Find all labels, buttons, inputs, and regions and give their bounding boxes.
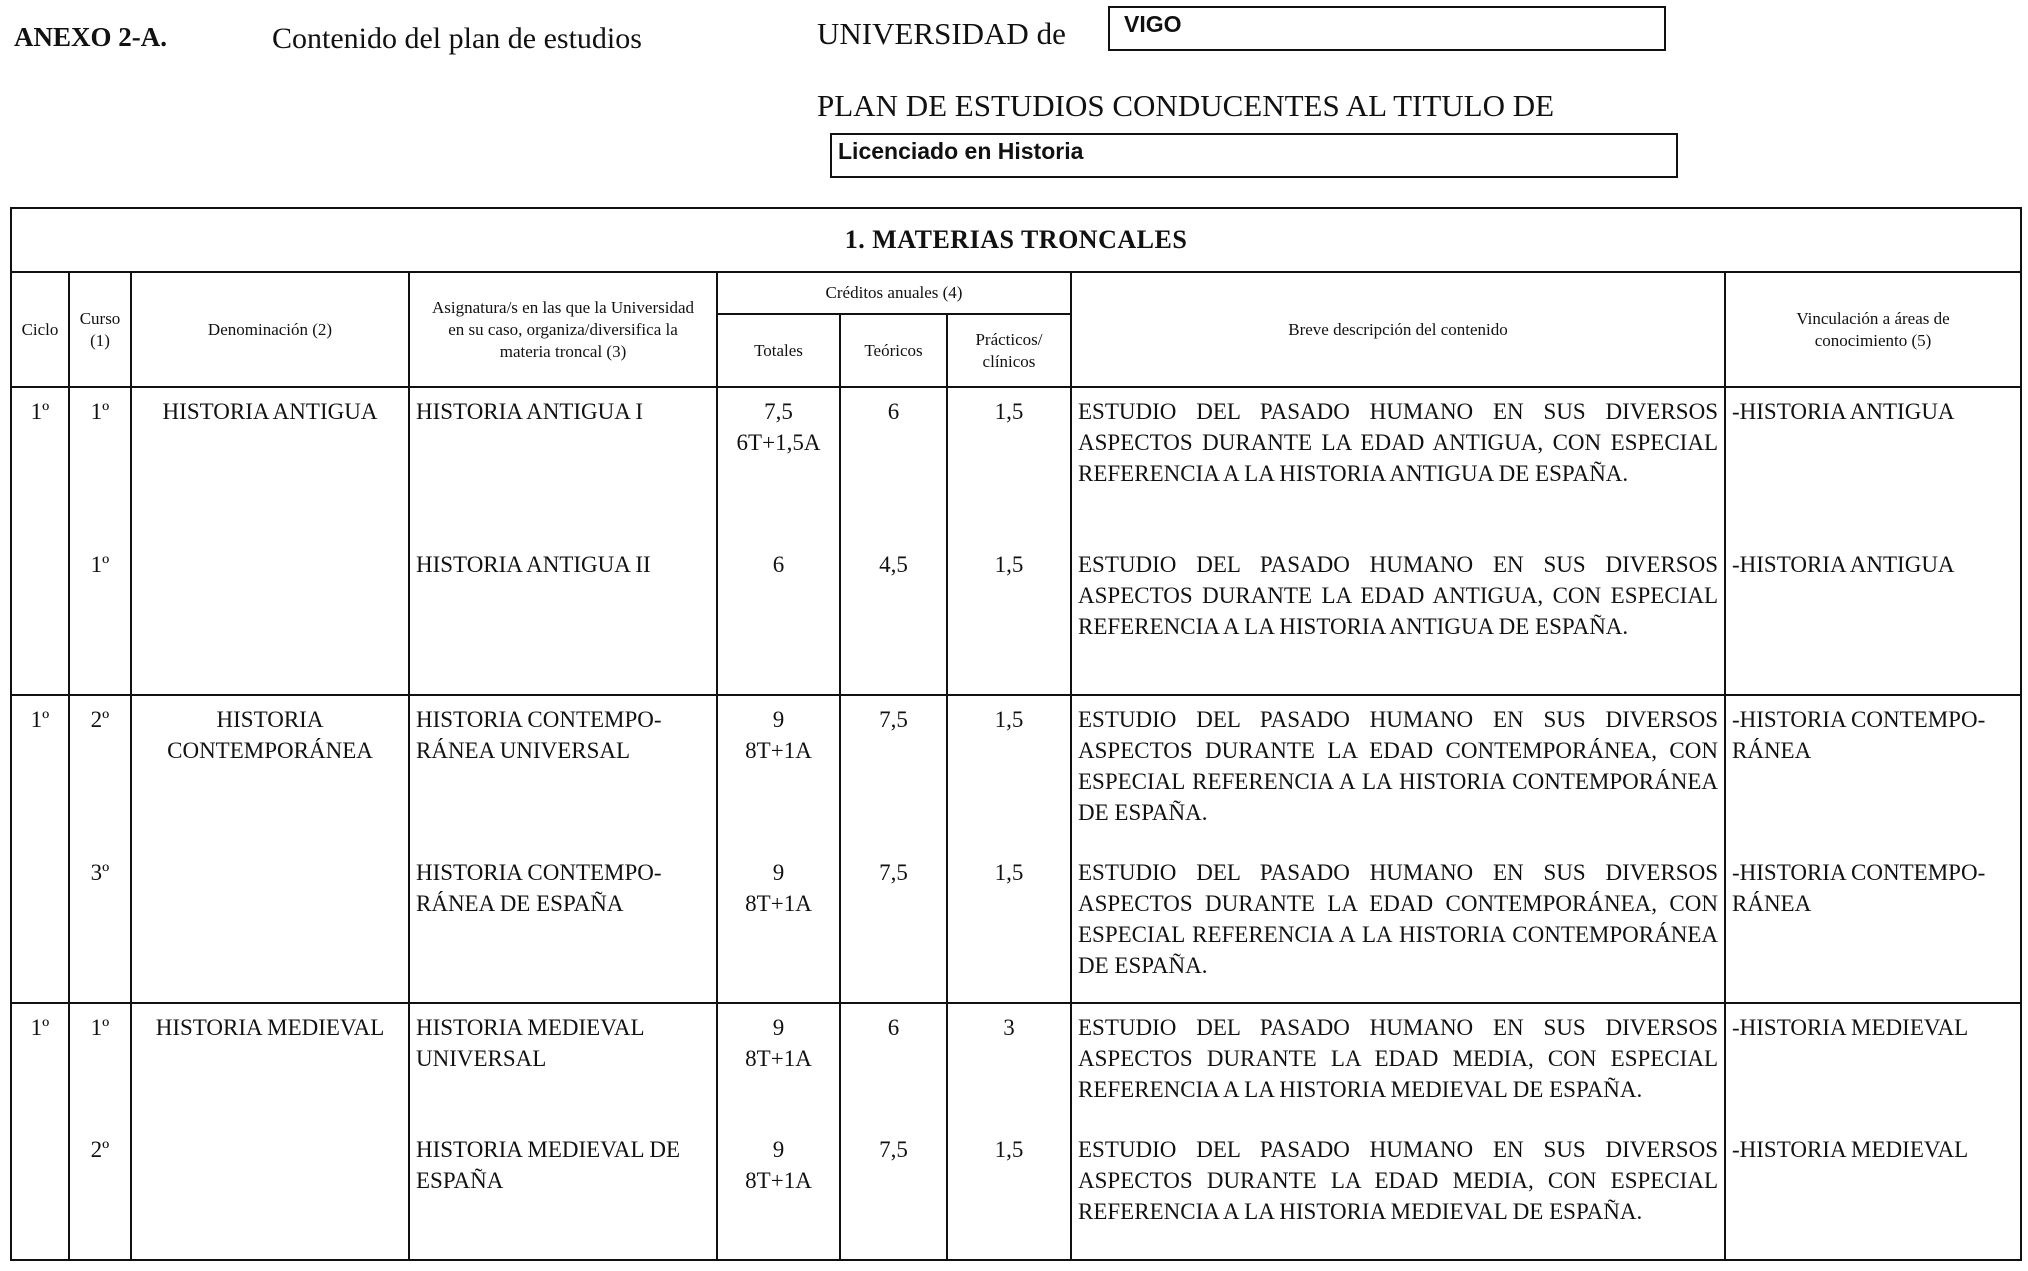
asignatura-cell: HISTORIA CONTEMPO- RÁNEA UNIVERSAL: [416, 707, 662, 763]
table-row: [11, 1003, 2021, 1260]
totales-value: 9: [772, 860, 785, 885]
col-header-practicos: Prácticos/ clínicos: [947, 314, 1071, 387]
asignatura-cell: HISTORIA MEDIEVAL DE ESPAÑA: [416, 1137, 681, 1193]
totales-cell: [718, 696, 839, 849]
col-header-totales: Totales: [717, 314, 840, 387]
annex-label: ANEXO 2-A.: [14, 22, 167, 52]
denominacion-cell: HISTORIA MEDIEVAL: [155, 1015, 385, 1040]
col-header-asignatura: Asignatura/s en las que la Universidad en su caso, organiza/diversifica la materia troncal (3): [409, 272, 717, 387]
vinculacion-cell: -HISTORIA ANTIGUA: [1732, 552, 1955, 577]
curso-cell: 1º: [90, 552, 110, 577]
vinculacion-cell: -HISTORIA CONTEMPO- RÁNEA: [1732, 707, 1986, 763]
practicos-cell: 1,5: [994, 399, 1024, 424]
col-header-creditos: Créditos anuales (4): [717, 272, 1071, 314]
descripcion-cell: ESTUDIO DEL PASADO HUMANO EN SUS DIVERSOS ASPECTOS DURANTE LA EDAD ANTIGUA, CON ESPECIAL REFERENCIA A LA HISTORIA ANTIGUA DE ESPAÑA.: [1078, 552, 1718, 639]
totales-cell: [718, 1126, 839, 1248]
col-header-vinculacion: Vinculación a áreas de conocimiento (5): [1725, 272, 2021, 387]
totales-cell: [718, 849, 839, 1002]
plan-label: PLAN DE ESTUDIOS CONDUCENTES AL TITULO DE: [817, 88, 1555, 123]
curso-cell: 1º: [90, 1015, 110, 1040]
ciclo-cell: 1º: [30, 399, 50, 424]
teoricos-cell: 7,5: [879, 860, 908, 885]
descripcion-cell: ESTUDIO DEL PASADO HUMANO EN SUS DIVERSOS ASPECTOS DURANTE LA EDAD CONTEMPORÁNEA, CON ESPECIAL REFERENCIA A LA HISTORIA CONTEMPORÁNEA DE ESPAÑA.: [1078, 860, 1718, 978]
vinculacion-cell: -HISTORIA CONTEMPO- RÁNEA: [1732, 860, 1986, 916]
descripcion-cell: ESTUDIO DEL PASADO HUMANO EN SUS DIVERSOS ASPECTOS DURANTE LA EDAD MEDIA, CON ESPECIAL REFERENCIA A LA HISTORIA MEDIEVAL DE ESPAÑA.: [1078, 1015, 1718, 1102]
curso-cell: 2º: [90, 707, 110, 732]
totales-cell: [718, 541, 839, 694]
teoricos-cell: 6: [887, 399, 900, 424]
col-header-teoricos: Teóricos: [840, 314, 947, 387]
totales-value: 9: [772, 707, 785, 732]
totales-value: 9: [772, 1015, 785, 1040]
university-field: VIGO: [1108, 6, 1666, 51]
descripcion-cell: ESTUDIO DEL PASADO HUMANO EN SUS DIVERSOS ASPECTOS DURANTE LA EDAD ANTIGUA, CON ESPECIAL REFERENCIA A LA HISTORIA ANTIGUA DE ESPAÑA.: [1078, 399, 1718, 486]
vinculacion-cell: -HISTORIA MEDIEVAL: [1732, 1015, 1969, 1040]
ciclo-cell: 1º: [30, 1015, 50, 1040]
teoricos-cell: 6: [887, 1015, 900, 1040]
materias-troncales-table: [10, 207, 2022, 1261]
totales-detail: 6T+1,5A: [736, 430, 821, 455]
practicos-cell: 1,5: [994, 860, 1024, 885]
totales-cell: [718, 1004, 839, 1126]
totales-value: 9: [772, 1137, 785, 1162]
col-header-denominacion: Denominación (2): [131, 272, 409, 387]
asignatura-cell: HISTORIA ANTIGUA II: [416, 552, 651, 577]
teoricos-cell: 4,5: [879, 552, 908, 577]
totales-detail: 8T+1A: [745, 738, 812, 763]
asignatura-cell: HISTORIA ANTIGUA I: [416, 399, 644, 424]
totales-detail: 8T+1A: [745, 1046, 812, 1071]
curso-cell: 3º: [90, 860, 110, 885]
section-title: 1. MATERIAS TRONCALES: [11, 208, 2021, 272]
teoricos-cell: 7,5: [879, 707, 908, 732]
denominacion-cell: HISTORIA CONTEMPORÁNEA: [167, 707, 373, 763]
table-row: [11, 387, 2021, 695]
totales-detail: 8T+1A: [745, 1168, 812, 1193]
ciclo-cell: 1º: [30, 707, 50, 732]
descripcion-cell: ESTUDIO DEL PASADO HUMANO EN SUS DIVERSOS ASPECTOS DURANTE LA EDAD MEDIA, CON ESPECIAL REFERENCIA A LA HISTORIA MEDIEVAL DE ESPAÑA.: [1078, 1137, 1718, 1224]
denominacion-cell: HISTORIA ANTIGUA: [162, 399, 378, 424]
practicos-cell: 1,5: [994, 707, 1024, 732]
practicos-cell: 3: [1003, 1015, 1015, 1040]
col-header-ciclo: Ciclo: [11, 272, 69, 387]
curso-cell: 1º: [90, 399, 110, 424]
table-row: [11, 695, 2021, 1003]
totales-value: 7,5: [764, 399, 793, 424]
teoricos-cell: 7,5: [879, 1137, 908, 1162]
practicos-cell: 1,5: [994, 552, 1024, 577]
practicos-cell: 1,5: [994, 1137, 1024, 1162]
asignatura-cell: HISTORIA MEDIEVAL UNIVERSAL: [416, 1015, 644, 1071]
col-header-curso: Curso (1): [69, 272, 131, 387]
asignatura-cell: HISTORIA CONTEMPO- RÁNEA DE ESPAÑA: [416, 860, 662, 916]
totales-detail: 8T+1A: [745, 891, 812, 916]
university-label: UNIVERSIDAD de: [817, 16, 1066, 51]
vinculacion-cell: -HISTORIA MEDIEVAL: [1732, 1137, 1969, 1162]
curso-cell: 2º: [90, 1137, 110, 1162]
totales-value: 6: [772, 552, 785, 577]
vinculacion-cell: -HISTORIA ANTIGUA: [1732, 399, 1955, 424]
annex-subtitle: Contenido del plan de estudios: [272, 22, 642, 55]
totales-cell: [718, 388, 839, 541]
degree-field: Licenciado en Historia: [830, 133, 1678, 178]
col-header-descripcion: Breve descripción del contenido: [1071, 272, 1725, 387]
descripcion-cell: ESTUDIO DEL PASADO HUMANO EN SUS DIVERSOS ASPECTOS DURANTE LA EDAD CONTEMPORÁNEA, CON ESPECIAL REFERENCIA A LA HISTORIA CONTEMPORÁNEA DE ESPAÑA.: [1078, 707, 1718, 825]
